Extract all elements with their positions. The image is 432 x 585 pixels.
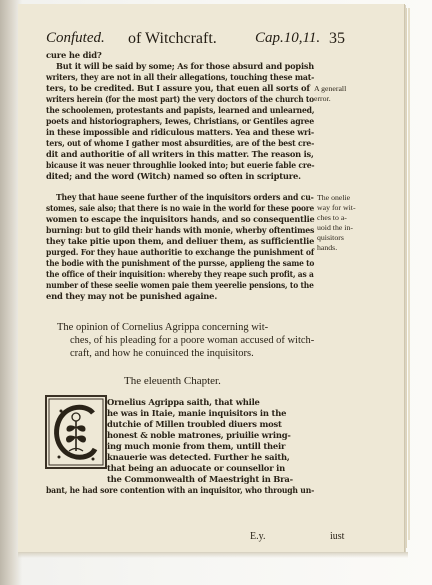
- body-line: dit and authoritie of all writers in this matter. The reason is,: [46, 149, 314, 159]
- margin-note: quisitors: [317, 233, 344, 242]
- body-line: women to escape the inquisitors hands, and so consequentlie: [46, 214, 315, 224]
- chapter-line: ing much monie from them, untill their: [107, 441, 286, 451]
- page-number: 35: [329, 30, 345, 47]
- page-edge: [405, 8, 407, 548]
- chapter-summary-line: craft, and how he conuinced the inquisitors.: [70, 348, 254, 359]
- body-line: the schoolemen, protestants and papists, learned and unlearned,: [46, 105, 315, 115]
- margin-note: error.: [314, 94, 331, 103]
- margin-note: way for wit-: [317, 203, 356, 212]
- body-line: purged. For they haue authoritie to exchange the punishment of: [46, 247, 315, 257]
- chapter-line: dutchie of Millen troubled diuers most: [107, 419, 282, 429]
- running-head-chapter: Cap.10,11.: [255, 30, 321, 46]
- chapter-summary-line: ches, of his pleading for a poore woman accused of witch-: [70, 335, 315, 346]
- body-line: they take pitie upon them, and deliuer them, as sufficientlie: [46, 236, 315, 246]
- catchword: iust: [330, 531, 345, 542]
- body-line: stomes, saie also; that there is no waie in the world for these poore: [46, 203, 315, 213]
- page-edge: [408, 8, 410, 540]
- chapter-line: knauerie was detected. Further he saith,: [107, 452, 290, 462]
- chapter-line: honest & noble matrones, priuilie wring-: [107, 430, 291, 440]
- body-line: cure he did?: [46, 50, 102, 60]
- body-line: in these impossible and ridiculous matters. Yea and these wri-: [46, 127, 315, 137]
- body-line: bicause it was neuer throughlie looked into; but euerie fable cre-: [46, 160, 315, 170]
- chapter-line: bant, he had sore contention with an inquisitor, who through un-: [46, 485, 315, 495]
- body-line: the office of their inquisition: whereby they reape such profit, as a: [46, 269, 314, 279]
- body-line: poets and historiographers, Iewes, Christians, or Gentiles agree: [46, 116, 314, 126]
- margin-note: The onelie: [317, 193, 351, 202]
- body-line: They that haue seene further of the inquisitors orders and cu-: [56, 192, 314, 202]
- chapter-summary-line: The opinion of Cornelius Agrippa concerning wit-: [57, 322, 269, 333]
- body-line: burning: but to gild their hands with monie, wherby oftentimes: [46, 225, 315, 235]
- decorated-initial-c: [45, 395, 107, 469]
- margin-note: ches to a-: [317, 213, 347, 222]
- body-line: dited; and the word (Witch) named so often in scripture.: [46, 171, 301, 181]
- body-line: the bodie with the punishment of the pursse, applieng the same to: [46, 258, 315, 268]
- body-line: end they may not be punished againe.: [46, 291, 218, 301]
- margin-note: uoid the in-: [317, 223, 353, 232]
- chapter-line: Ornelius Agrippa saith, that while: [107, 397, 260, 407]
- margin-note: hands.: [317, 243, 338, 252]
- body-line: number of these seelie women paie them yeerelie pensions, to the: [46, 280, 314, 290]
- page-shadow: [18, 552, 408, 558]
- chapter-title: The eleuenth Chapter.: [124, 375, 221, 387]
- chapter-line: he was in Itaie, manie inquisitors in the: [107, 408, 287, 418]
- running-head-title: Confuted.: [46, 30, 105, 46]
- body-line: ters, out of whome I gather most absurdities, are of the best cre-: [46, 138, 315, 148]
- body-line: But it will be said by some; As for those absurd and popish: [56, 61, 315, 71]
- margin-note: A generall: [314, 84, 347, 93]
- running-head: [46, 30, 352, 48]
- body-line: writers, they are not in all their allegations, touching these mat-: [46, 72, 315, 82]
- signature-mark: E.y.: [250, 531, 266, 542]
- running-head-center: of Witchcraft.: [128, 30, 217, 47]
- body-line: writers herein (for the most part) the very doctors of the church to: [46, 94, 314, 104]
- body-line: ters, to be credited. But I assure you, that euen all sorts of: [46, 83, 310, 93]
- chapter-line: that being an aduocate or counsellor in: [107, 463, 285, 473]
- chapter-line: the Commonwealth of Maestright in Bra-: [107, 474, 293, 484]
